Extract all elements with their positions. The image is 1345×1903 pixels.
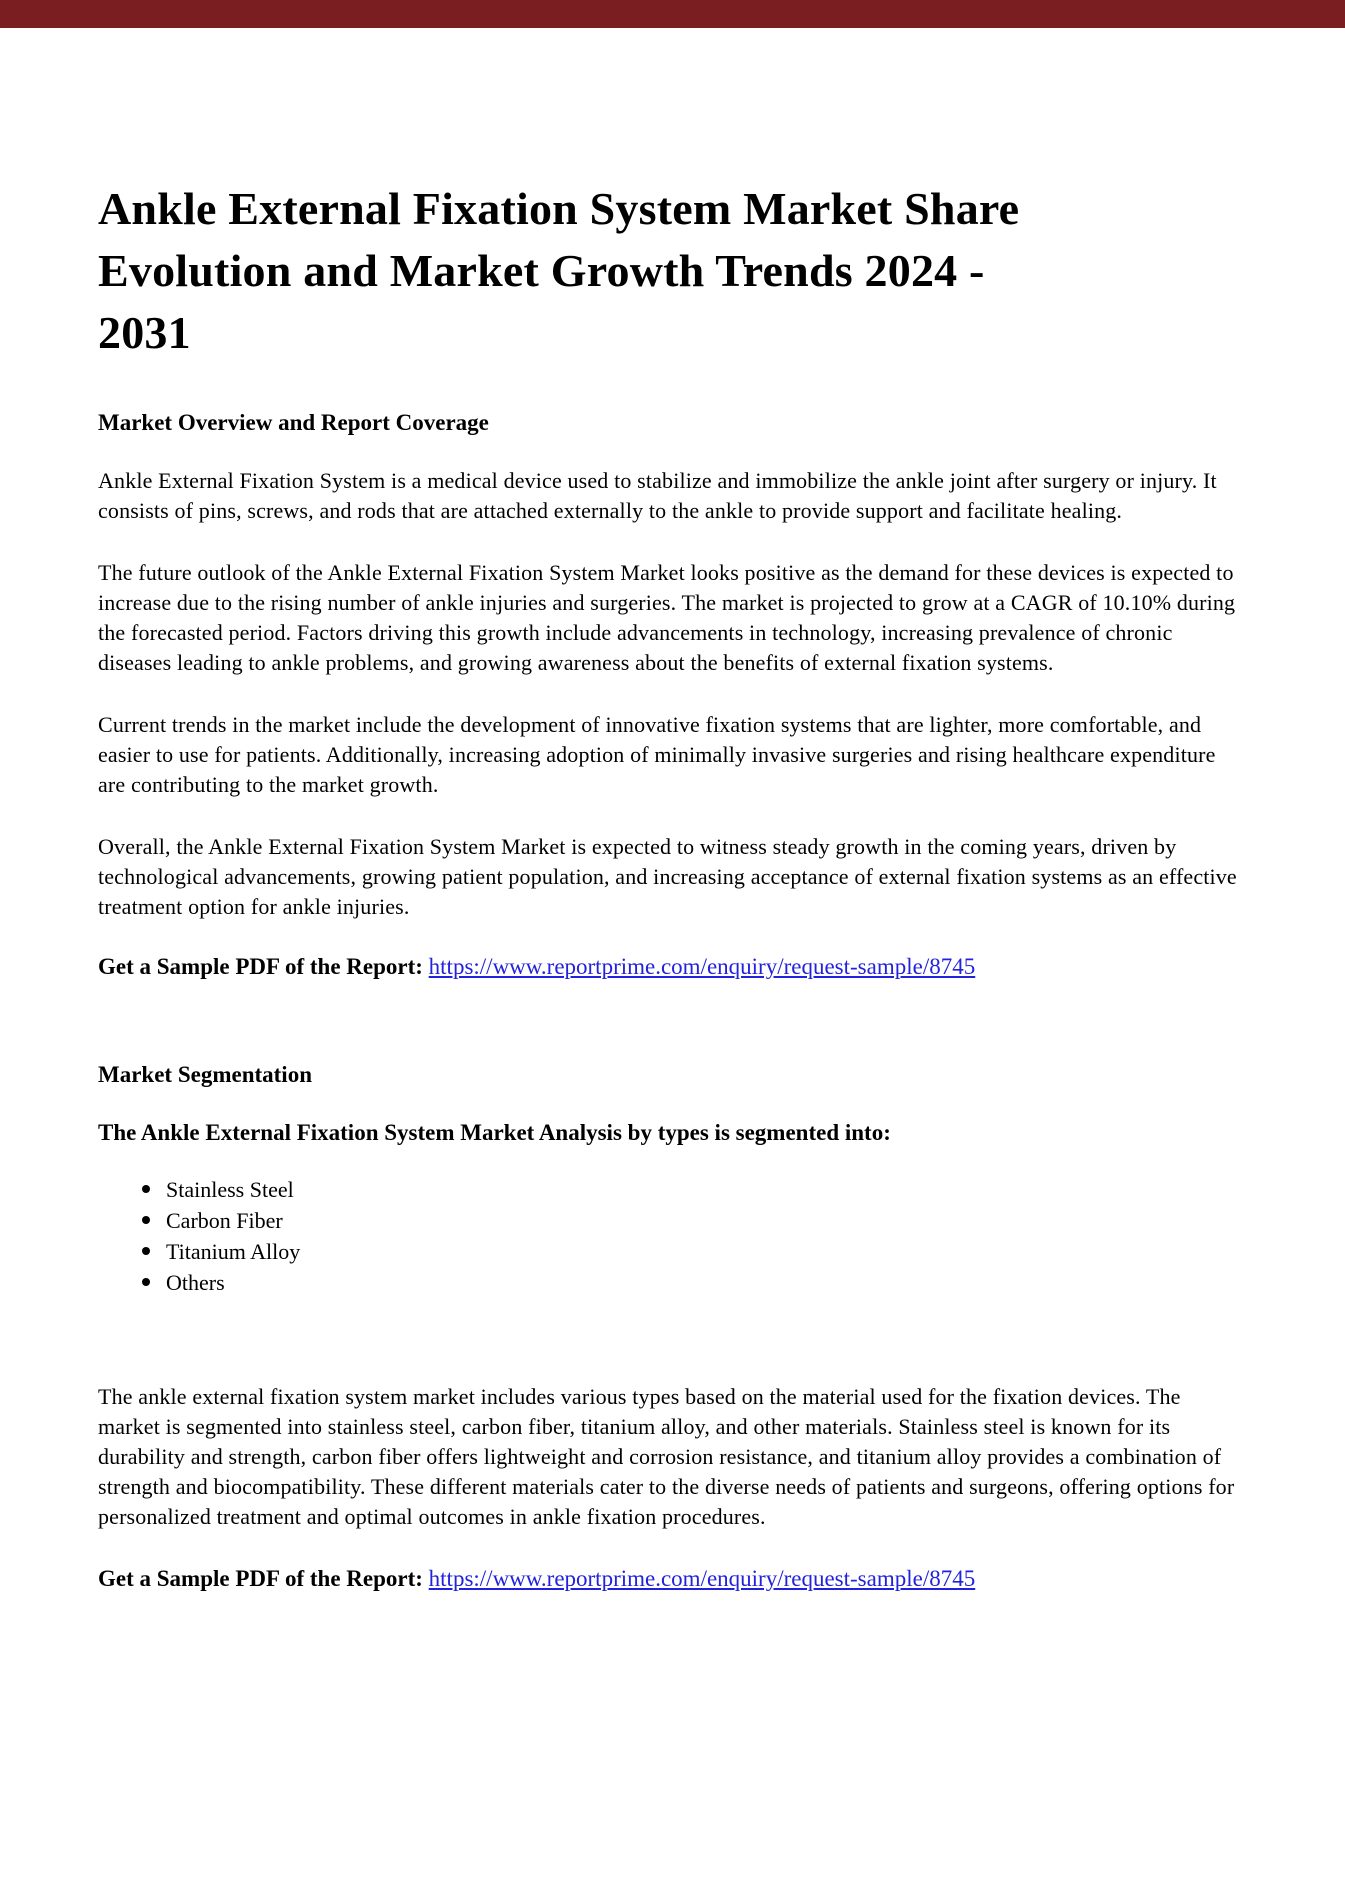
sample-report-label: Get a Sample PDF of the Report: — [98, 954, 423, 979]
type-list — [98, 1174, 1247, 1298]
article-content — [0, 178, 1345, 1594]
types-heading: The Ankle External Fixation System Market Analysis by types is segmented into: — [98, 1120, 891, 1145]
types-description-paragraph: The ankle external fixation system market includes various types based on the material used for the fixation devices. The market is segmented into stainless steel, carbon fiber, titanium alloy, and other materials. Stainless steel is known for its durability and strength, carbon fiber offers lightweight and corrosion resistance, and titanium alloy provides a combination of strength and biocompatibility. These different materials cater to the diverse needs of patients and surgeons, offering options for personalized treatment and optimal outcomes in ankle fixation procedures. — [98, 1384, 1235, 1529]
overview-paragraph-2: The future outlook of the Ankle External Fixation System Market looks positive as the demand for these devices is expected to increase due to the rising number of ankle injuries and surgeries. The market is projected to grow at a CAGR of 10.10% during the forecasted period. Factors driving this growth include advancements in technology, increasing prevalence of chronic diseases leading to ankle problems, and growing awareness about the benefits of external fixation systems. — [98, 560, 1236, 675]
overview-heading: Market Overview and Report Coverage — [98, 410, 489, 435]
overview-paragraph-1: Ankle External Fixation System is a medical device used to stabilize and immobilize the ankle joint after surgery or injury. It consists of pins, screws, and rods that are attached externally to the ankle to provide support and facilitate healing. — [98, 468, 1217, 523]
sample-report-link-2[interactable]: https://www.reportprime.com/enquiry/request-sample/8745 — [428, 1566, 976, 1591]
page-title-line-1: Ankle External Fixation System Market Share — [98, 183, 1020, 234]
type-list-item-stainless-steel: Stainless Steel — [142, 1174, 1247, 1205]
type-list-item-titanium-alloy: Titanium Alloy — [142, 1236, 1247, 1267]
segmentation-heading: Market Segmentation — [98, 1062, 312, 1087]
overview-paragraph-4: Overall, the Ankle External Fixation System Market is expected to witness steady growth in the coming years, driven by technological advancements, growing patient population, and increasing acceptance of external fixation systems as an effective treatment option for ankle injuries. — [98, 834, 1237, 919]
page-title — [98, 178, 1247, 364]
site-header-bar — [0, 0, 1345, 28]
type-list-item-others: Others — [142, 1267, 1247, 1298]
overview-paragraph-3: Current trends in the market include the development of innovative fixation systems that are lighter, more comfortable, and easier to use for patients. Additionally, increasing adoption of minimally invasive surgeries and rising healthcare expenditure are contributing to the market growth. — [98, 712, 1216, 797]
type-list-item-carbon-fiber: Carbon Fiber — [142, 1205, 1247, 1236]
sample-report-label-2: Get a Sample PDF of the Report: — [98, 1566, 423, 1591]
sample-report-line-2 — [98, 1564, 1247, 1594]
sample-report-line-1 — [98, 952, 1247, 982]
page-title-line-3: 2031 — [98, 307, 191, 358]
sample-report-link[interactable]: https://www.reportprime.com/enquiry/request-sample/8745 — [428, 954, 976, 979]
page-title-line-2: Evolution and Market Growth Trends 2024 - — [98, 245, 985, 296]
